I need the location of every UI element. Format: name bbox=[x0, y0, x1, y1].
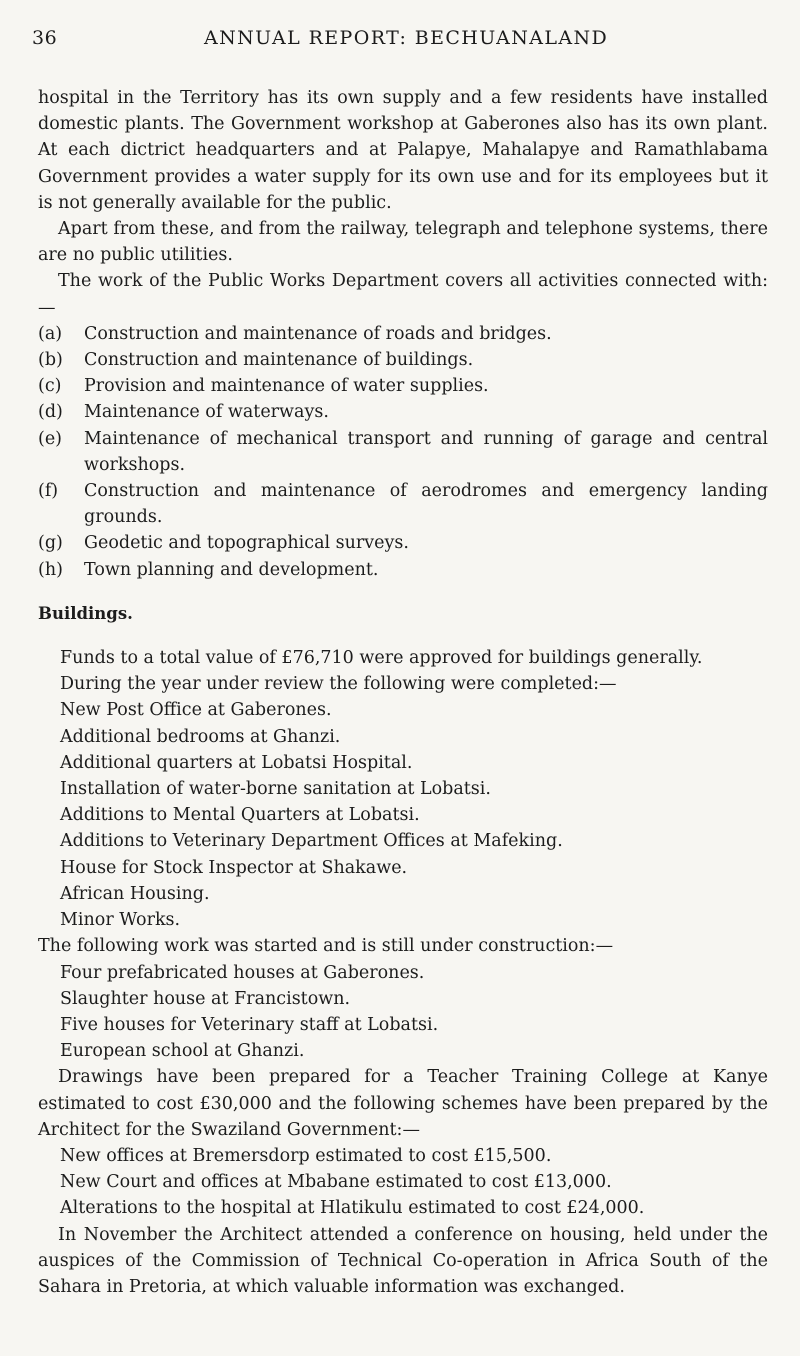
scheme-item: New Court and offices at Mbabane estimated to cost £13,000. bbox=[60, 1172, 612, 1193]
construction-lead: The following work was started and is still under construction:— bbox=[38, 936, 614, 957]
construction-item: Slaughter house at Francistown. bbox=[60, 988, 351, 1009]
construction-item: European school at Ghanzi. bbox=[60, 1041, 305, 1062]
page-number: 36 bbox=[32, 27, 58, 49]
construction-item: Four prefabricated houses at Gaberones. bbox=[60, 962, 425, 983]
list-marker: (g) bbox=[38, 533, 63, 554]
swaziland-schemes-list bbox=[38, 1143, 768, 1222]
scheme-item: New offices at Bremersdorp estimated to cost £15,500. bbox=[60, 1145, 552, 1166]
list-item-text: Town planning and development. bbox=[84, 559, 379, 580]
list-item-text: Construction and maintenance of aerodromes and emergency landing grounds. bbox=[84, 481, 768, 528]
list-item bbox=[38, 478, 768, 530]
list-item bbox=[38, 530, 768, 556]
completed-lead: During the year under review the following were completed:— bbox=[60, 674, 617, 695]
intro-paragraph-3: The work of the Public Works Department covers all activities connected with:— bbox=[38, 271, 768, 318]
list-item bbox=[38, 347, 768, 373]
completed-work-item: Minor Works. bbox=[60, 910, 181, 931]
completed-work-item: Additions to Mental Quarters at Lobatsi. bbox=[60, 805, 420, 826]
list-marker: (e) bbox=[38, 428, 63, 449]
list-item-text: Provision and maintenance of water supplies. bbox=[84, 376, 489, 397]
completed-work-item: Additions to Veterinary Department Offices at Mafeking. bbox=[60, 831, 563, 852]
list-item-text: Construction and maintenance of roads and bridges. bbox=[84, 323, 552, 344]
list-marker: (h) bbox=[38, 559, 63, 580]
page-header bbox=[32, 27, 772, 57]
list-item-text: Maintenance of waterways. bbox=[84, 402, 329, 423]
list-marker: (d) bbox=[38, 402, 63, 423]
scheme-item: Alterations to the hospital at Hlatikulu estimated to cost £24,000. bbox=[60, 1198, 645, 1219]
drawings-paragraph: Drawings have been prepared for a Teacher Training College at Kanye estimated to cost £30,000 and the following schemes have been prepared by the Architect for the Swaziland Government:— bbox=[38, 1067, 768, 1140]
november-paragraph: In November the Architect attended a conference on housing, held under the auspices of the Commission of Technical Co-operation in Africa South of the Sahara in Pretoria, at which valuable information was exchanged. bbox=[38, 1224, 768, 1297]
construction-item: Five houses for Veterinary staff at Lobatsi. bbox=[60, 1014, 439, 1035]
completed-work-item: Additional bedrooms at Ghanzi. bbox=[60, 726, 341, 747]
completed-works-list bbox=[38, 697, 768, 933]
intro-paragraph-2: Apart from these, and from the railway, telegraph and telephone systems, there are no public utilities. bbox=[38, 219, 768, 266]
intro-paragraph-1: hospital in the Territory has its own supply and a few residents have installed domestic plants. The Government workshop at Gaberones also has its own plant. At each dictrict headquarters and at Palapye, Mahalapye and Ramathlabama Government provides a water supply for its own use and for its employees but it is not generally available for the public. bbox=[38, 88, 768, 213]
under-construction-list bbox=[38, 960, 768, 1065]
list-item-text: Maintenance of mechanical transport and running of garage and central workshops. bbox=[84, 428, 768, 475]
completed-work-item: New Post Office at Gaberones. bbox=[60, 700, 332, 721]
completed-work-item: African Housing. bbox=[60, 883, 210, 904]
running-title: ANNUAL REPORT: BECHUANALAND bbox=[204, 27, 609, 49]
page-body bbox=[38, 85, 768, 1300]
list-item bbox=[38, 426, 768, 478]
list-item bbox=[38, 321, 768, 347]
list-item bbox=[38, 399, 768, 425]
buildings-funds-paragraph: Funds to a total value of £76,710 were approved for buildings generally. bbox=[60, 648, 703, 669]
completed-work-item: Installation of water-borne sanitation at Lobatsi. bbox=[60, 779, 491, 800]
completed-work-item: House for Stock Inspector at Shakawe. bbox=[60, 857, 408, 878]
list-item-text: Geodetic and topographical surveys. bbox=[84, 533, 409, 554]
list-marker: (b) bbox=[38, 350, 63, 371]
section-heading-buildings: Buildings. bbox=[38, 603, 133, 623]
pwd-activities-list bbox=[38, 321, 768, 583]
list-marker: (f) bbox=[38, 481, 59, 502]
list-item-text: Construction and maintenance of buildings. bbox=[84, 350, 474, 371]
list-item bbox=[38, 373, 768, 399]
list-marker: (a) bbox=[38, 323, 63, 344]
list-marker: (c) bbox=[38, 376, 62, 397]
completed-work-item: Additional quarters at Lobatsi Hospital. bbox=[60, 752, 413, 773]
list-item bbox=[38, 557, 768, 583]
